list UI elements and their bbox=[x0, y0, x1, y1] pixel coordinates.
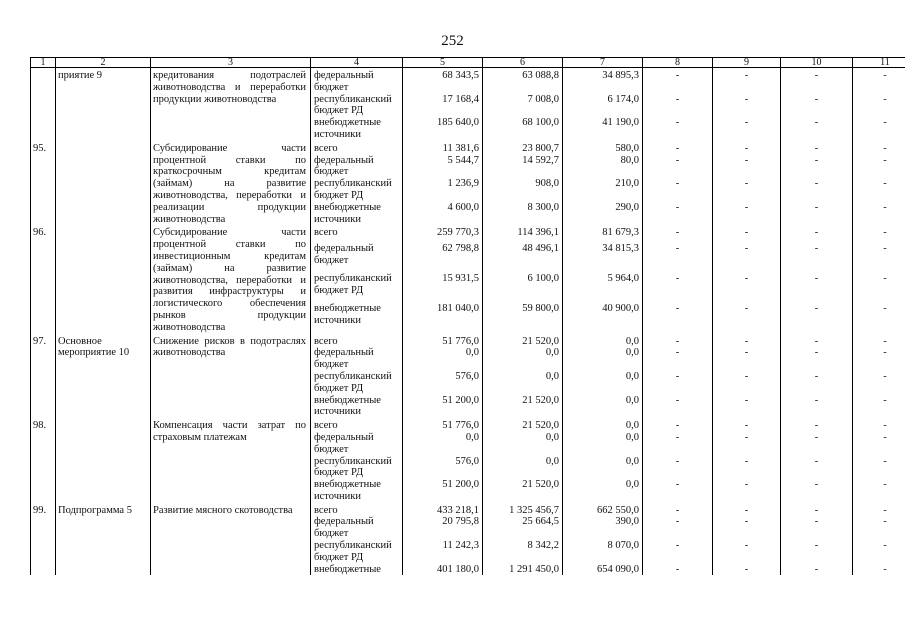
value-col-9: - bbox=[713, 503, 781, 517]
value-col-7: 5 964,0 bbox=[563, 273, 643, 303]
value-col-5: 181 040,0 bbox=[403, 303, 483, 333]
row-number: 95. bbox=[31, 141, 56, 226]
table-row bbox=[31, 418, 905, 432]
column-header: 4 bbox=[311, 58, 403, 68]
value-col-5: 0,0 bbox=[403, 432, 483, 456]
funding-source: внебюджетные источники bbox=[311, 202, 403, 226]
value-col-10: - bbox=[781, 503, 853, 517]
value-col-11: - bbox=[853, 202, 905, 226]
value-col-5: 51 776,0 bbox=[403, 334, 483, 348]
funding-source: всего bbox=[311, 503, 403, 517]
value-col-6: 21 520,0 bbox=[483, 418, 563, 432]
value-col-6: 908,0 bbox=[483, 178, 563, 202]
value-col-7: 662 550,0 bbox=[563, 503, 643, 517]
column-header: 10 bbox=[781, 58, 853, 68]
value-col-8: - bbox=[643, 68, 713, 94]
value-col-8: - bbox=[643, 516, 713, 540]
activity-description: Снижение рисков в подотраслях животноводства bbox=[151, 334, 311, 419]
value-col-6: 114 396,1 bbox=[483, 225, 563, 243]
value-col-6: 8 300,0 bbox=[483, 202, 563, 226]
activity-description: Субсидирование части процентной ставки по инвестиционным кредитам (займам) на развитие животноводства, переработки и развития инфраструктуры и логистического обеспечения рынков продукции животноводства bbox=[151, 225, 311, 333]
value-col-7: 41 190,0 bbox=[563, 117, 643, 141]
value-col-8: - bbox=[643, 479, 713, 503]
activity-description: кредитования подотраслей животноводства и переработки продукции животноводства bbox=[151, 68, 311, 141]
value-col-10: - bbox=[781, 141, 853, 155]
value-col-5: 0,0 bbox=[403, 347, 483, 371]
value-col-9: - bbox=[713, 68, 781, 94]
value-col-9: - bbox=[713, 347, 781, 371]
value-col-7: 0,0 bbox=[563, 432, 643, 456]
funding-source: всего bbox=[311, 418, 403, 432]
value-col-11: - bbox=[853, 418, 905, 432]
value-col-8: - bbox=[643, 334, 713, 348]
value-col-8: - bbox=[643, 540, 713, 564]
value-col-5: 185 640,0 bbox=[403, 117, 483, 141]
value-col-11: - bbox=[853, 564, 905, 576]
value-col-9: - bbox=[713, 456, 781, 480]
value-col-5: 20 795,8 bbox=[403, 516, 483, 540]
value-col-6: 1 291 450,0 bbox=[483, 564, 563, 576]
funding-source: федеральный бюджет bbox=[311, 347, 403, 371]
column-header: 6 bbox=[483, 58, 563, 68]
value-col-6: 23 800,7 bbox=[483, 141, 563, 155]
funding-source: внебюджетные источники bbox=[311, 395, 403, 419]
funding-source: республиканский бюджет РД bbox=[311, 540, 403, 564]
row-number: 98. bbox=[31, 418, 56, 503]
program-name: приятие 9 bbox=[56, 68, 151, 141]
value-col-6: 21 520,0 bbox=[483, 395, 563, 419]
value-col-6: 63 088,8 bbox=[483, 68, 563, 94]
table-row bbox=[31, 225, 905, 243]
column-header: 11 bbox=[853, 58, 905, 68]
value-col-5: 401 180,0 bbox=[403, 564, 483, 576]
value-col-7: 81 679,3 bbox=[563, 225, 643, 243]
funding-source: республиканский бюджет РД bbox=[311, 94, 403, 118]
table-row bbox=[31, 141, 905, 155]
value-col-9: - bbox=[713, 479, 781, 503]
value-col-10: - bbox=[781, 334, 853, 348]
value-col-9: - bbox=[713, 303, 781, 333]
value-col-9: - bbox=[713, 516, 781, 540]
funding-source: всего bbox=[311, 225, 403, 243]
value-col-11: - bbox=[853, 94, 905, 118]
program-name: Основное мероприятие 10 bbox=[56, 334, 151, 419]
value-col-11: - bbox=[853, 456, 905, 480]
value-col-5: 51 776,0 bbox=[403, 418, 483, 432]
value-col-7: 0,0 bbox=[563, 395, 643, 419]
value-col-7: 0,0 bbox=[563, 479, 643, 503]
value-col-9: - bbox=[713, 395, 781, 419]
value-col-8: - bbox=[643, 141, 713, 155]
value-col-9: - bbox=[713, 94, 781, 118]
value-col-11: - bbox=[853, 117, 905, 141]
funding-source: федеральный бюджет bbox=[311, 68, 403, 94]
activity-description: Субсидирование части процентной ставки по краткосрочным кредитам (займам) на развитие животноводства, переработки и реализации продукции животноводства bbox=[151, 141, 311, 226]
funding-source: федеральный бюджет bbox=[311, 155, 403, 179]
funding-source: внебюджетные источники bbox=[311, 117, 403, 141]
value-col-10: - bbox=[781, 418, 853, 432]
value-col-8: - bbox=[643, 303, 713, 333]
column-header: 2 bbox=[56, 58, 151, 68]
value-col-9: - bbox=[713, 178, 781, 202]
value-col-6: 21 520,0 bbox=[483, 334, 563, 348]
value-col-9: - bbox=[713, 155, 781, 179]
value-col-6: 68 100,0 bbox=[483, 117, 563, 141]
value-col-9: - bbox=[713, 117, 781, 141]
column-header: 1 bbox=[31, 58, 56, 68]
program-name: Подпрограмма 5 bbox=[56, 503, 151, 576]
value-col-10: - bbox=[781, 225, 853, 243]
value-col-10: - bbox=[781, 178, 853, 202]
value-col-11: - bbox=[853, 334, 905, 348]
value-col-8: - bbox=[643, 456, 713, 480]
table-row bbox=[31, 68, 905, 94]
program-name bbox=[56, 225, 151, 333]
value-col-8: - bbox=[643, 273, 713, 303]
value-col-11: - bbox=[853, 303, 905, 333]
value-col-11: - bbox=[853, 432, 905, 456]
value-col-5: 15 931,5 bbox=[403, 273, 483, 303]
value-col-6: 1 325 456,7 bbox=[483, 503, 563, 517]
value-col-8: - bbox=[643, 225, 713, 243]
column-header: 7 bbox=[563, 58, 643, 68]
value-col-7: 34 815,3 bbox=[563, 243, 643, 273]
value-col-7: 8 070,0 bbox=[563, 540, 643, 564]
value-col-11: - bbox=[853, 540, 905, 564]
value-col-5: 11 381,6 bbox=[403, 141, 483, 155]
value-col-7: 6 174,0 bbox=[563, 94, 643, 118]
value-col-10: - bbox=[781, 456, 853, 480]
value-col-8: - bbox=[643, 94, 713, 118]
value-col-10: - bbox=[781, 243, 853, 273]
value-col-5: 62 798,8 bbox=[403, 243, 483, 273]
value-col-6: 21 520,0 bbox=[483, 479, 563, 503]
value-col-10: - bbox=[781, 155, 853, 179]
value-col-11: - bbox=[853, 155, 905, 179]
value-col-8: - bbox=[643, 178, 713, 202]
value-col-9: - bbox=[713, 273, 781, 303]
value-col-11: - bbox=[853, 68, 905, 94]
value-col-5: 5 544,7 bbox=[403, 155, 483, 179]
value-col-6: 0,0 bbox=[483, 347, 563, 371]
program-name bbox=[56, 418, 151, 503]
value-col-7: 80,0 bbox=[563, 155, 643, 179]
row-number bbox=[31, 68, 56, 141]
value-col-8: - bbox=[643, 202, 713, 226]
row-number: 99. bbox=[31, 503, 56, 576]
value-col-8: - bbox=[643, 371, 713, 395]
value-col-5: 1 236,9 bbox=[403, 178, 483, 202]
value-col-6: 0,0 bbox=[483, 371, 563, 395]
value-col-8: - bbox=[643, 117, 713, 141]
table-row bbox=[31, 334, 905, 348]
value-col-10: - bbox=[781, 202, 853, 226]
value-col-11: - bbox=[853, 141, 905, 155]
value-col-7: 0,0 bbox=[563, 418, 643, 432]
value-col-7: 0,0 bbox=[563, 456, 643, 480]
value-col-6: 6 100,0 bbox=[483, 273, 563, 303]
value-col-11: - bbox=[853, 479, 905, 503]
value-col-5: 4 600,0 bbox=[403, 202, 483, 226]
value-col-5: 17 168,4 bbox=[403, 94, 483, 118]
value-col-9: - bbox=[713, 334, 781, 348]
value-col-5: 576,0 bbox=[403, 371, 483, 395]
value-col-6: 8 342,2 bbox=[483, 540, 563, 564]
value-col-9: - bbox=[713, 564, 781, 576]
value-col-9: - bbox=[713, 225, 781, 243]
value-col-7: 0,0 bbox=[563, 371, 643, 395]
value-col-7: 654 090,0 bbox=[563, 564, 643, 576]
value-col-9: - bbox=[713, 243, 781, 273]
value-col-11: - bbox=[853, 503, 905, 517]
value-col-8: - bbox=[643, 243, 713, 273]
value-col-5: 51 200,0 bbox=[403, 395, 483, 419]
value-col-8: - bbox=[643, 155, 713, 179]
value-col-7: 0,0 bbox=[563, 334, 643, 348]
funding-source: республиканский бюджет РД bbox=[311, 371, 403, 395]
value-col-8: - bbox=[643, 418, 713, 432]
value-col-9: - bbox=[713, 202, 781, 226]
funding-source: всего bbox=[311, 334, 403, 348]
value-col-5: 259 770,3 bbox=[403, 225, 483, 243]
value-col-11: - bbox=[853, 243, 905, 273]
value-col-11: - bbox=[853, 371, 905, 395]
value-col-10: - bbox=[781, 564, 853, 576]
value-col-10: - bbox=[781, 94, 853, 118]
value-col-10: - bbox=[781, 432, 853, 456]
value-col-10: - bbox=[781, 117, 853, 141]
value-col-7: 34 895,3 bbox=[563, 68, 643, 94]
value-col-6: 25 664,5 bbox=[483, 516, 563, 540]
value-col-11: - bbox=[853, 178, 905, 202]
value-col-10: - bbox=[781, 479, 853, 503]
value-col-6: 7 008,0 bbox=[483, 94, 563, 118]
page-number: 252 bbox=[441, 33, 464, 49]
value-col-6: 48 496,1 bbox=[483, 243, 563, 273]
table-body bbox=[31, 68, 905, 576]
value-col-6: 0,0 bbox=[483, 432, 563, 456]
budget-table bbox=[30, 57, 905, 575]
funding-source: всего bbox=[311, 141, 403, 155]
value-col-8: - bbox=[643, 347, 713, 371]
value-col-5: 11 242,3 bbox=[403, 540, 483, 564]
funding-source: внебюджетные источники bbox=[311, 479, 403, 503]
value-col-8: - bbox=[643, 395, 713, 419]
value-col-9: - bbox=[713, 141, 781, 155]
value-col-6: 59 800,0 bbox=[483, 303, 563, 333]
value-col-10: - bbox=[781, 303, 853, 333]
value-col-7: 210,0 bbox=[563, 178, 643, 202]
activity-description: Компенсация части затрат по страховым платежам bbox=[151, 418, 311, 503]
activity-description: Развитие мясного скотоводства bbox=[151, 503, 311, 576]
column-header: 3 bbox=[151, 58, 311, 68]
funding-source: республиканский бюджет РД bbox=[311, 178, 403, 202]
value-col-5: 576,0 bbox=[403, 456, 483, 480]
funding-source: республиканский бюджет РД bbox=[311, 273, 403, 303]
value-col-11: - bbox=[853, 347, 905, 371]
program-name bbox=[56, 141, 151, 226]
funding-source: внебюджетные источники bbox=[311, 303, 403, 333]
value-col-7: 580,0 bbox=[563, 141, 643, 155]
value-col-7: 40 900,0 bbox=[563, 303, 643, 333]
row-number: 97. bbox=[31, 334, 56, 419]
funding-source: республиканский бюджет РД bbox=[311, 456, 403, 480]
value-col-11: - bbox=[853, 516, 905, 540]
value-col-10: - bbox=[781, 540, 853, 564]
row-number: 96. bbox=[31, 225, 56, 333]
value-col-7: 0,0 bbox=[563, 347, 643, 371]
value-col-11: - bbox=[853, 395, 905, 419]
value-col-11: - bbox=[853, 225, 905, 243]
funding-source: внебюджетные bbox=[311, 564, 403, 576]
value-col-5: 51 200,0 bbox=[403, 479, 483, 503]
value-col-10: - bbox=[781, 347, 853, 371]
funding-source: федеральный бюджет bbox=[311, 516, 403, 540]
column-header: 9 bbox=[713, 58, 781, 68]
value-col-8: - bbox=[643, 432, 713, 456]
value-col-7: 290,0 bbox=[563, 202, 643, 226]
value-col-5: 433 218,1 bbox=[403, 503, 483, 517]
column-header: 5 bbox=[403, 58, 483, 68]
value-col-6: 14 592,7 bbox=[483, 155, 563, 179]
value-col-11: - bbox=[853, 273, 905, 303]
value-col-7: 390,0 bbox=[563, 516, 643, 540]
value-col-10: - bbox=[781, 273, 853, 303]
value-col-8: - bbox=[643, 564, 713, 576]
value-col-6: 0,0 bbox=[483, 456, 563, 480]
funding-source: федеральный бюджет bbox=[311, 432, 403, 456]
value-col-10: - bbox=[781, 516, 853, 540]
value-col-10: - bbox=[781, 371, 853, 395]
value-col-9: - bbox=[713, 418, 781, 432]
value-col-8: - bbox=[643, 503, 713, 517]
table-row bbox=[31, 503, 905, 517]
value-col-10: - bbox=[781, 68, 853, 94]
value-col-5: 68 343,5 bbox=[403, 68, 483, 94]
value-col-9: - bbox=[713, 540, 781, 564]
value-col-9: - bbox=[713, 432, 781, 456]
column-header: 8 bbox=[643, 58, 713, 68]
header-row bbox=[31, 58, 905, 68]
value-col-10: - bbox=[781, 395, 853, 419]
value-col-9: - bbox=[713, 371, 781, 395]
funding-source: федеральный бюджет bbox=[311, 243, 403, 273]
